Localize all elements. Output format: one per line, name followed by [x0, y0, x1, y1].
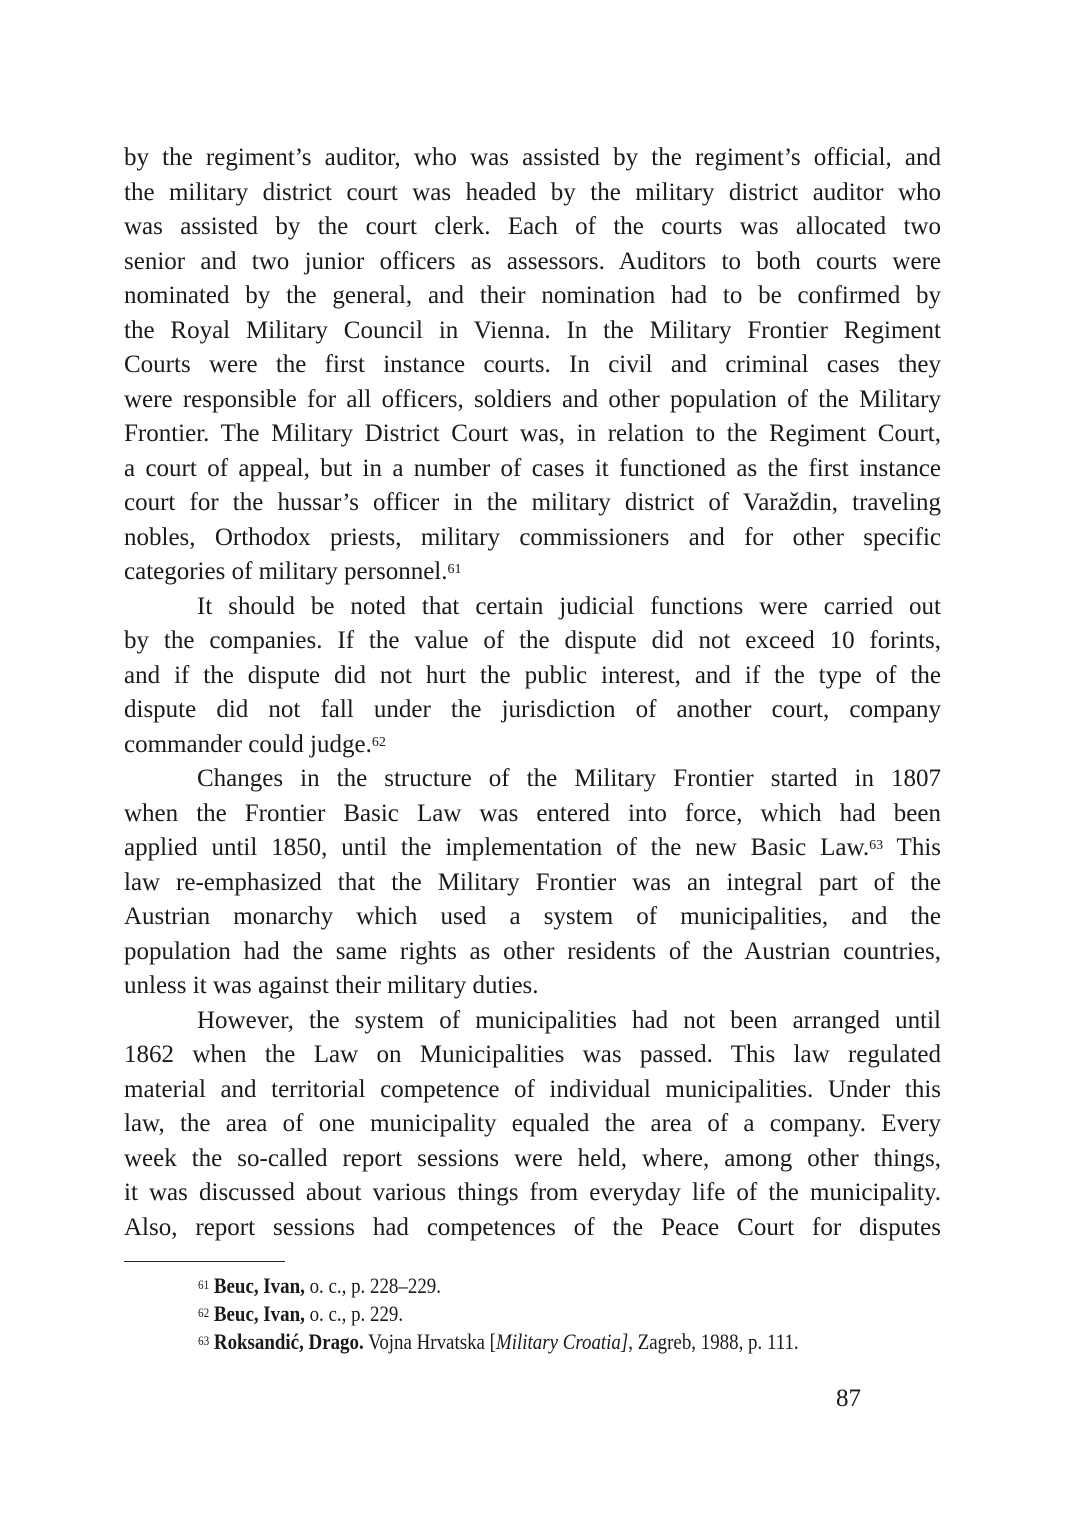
footnote-reference[interactable]: 62 [371, 734, 386, 750]
footnote-author: Roksandić, Drago. [213, 1329, 364, 1354]
line-text: the Royal Military Council in Vienna. In the Military Frontier Regiment [124, 316, 941, 344]
line-text: court for the hussar’s officer in the military district of Varaždin, traveling [124, 489, 941, 516]
line-text: categories of military personnel. [124, 558, 448, 585]
line-text: applied until 1850, until the implementation of the new Basic Law. [124, 834, 870, 861]
footnote-text: o. c., p. 229. [304, 1301, 404, 1326]
footnote-title-translation: Military Croatia] [495, 1329, 629, 1354]
line-text: nominated by the general, and their nomination had to be confirmed by [124, 282, 941, 309]
line-text: Austrian monarchy which used a system of municipalities, and the [124, 903, 941, 930]
text-line [124, 1107, 941, 1142]
text-line [124, 314, 941, 349]
line-text: and if the dispute did not hurt the public interest, and if the type of the [124, 661, 941, 689]
footnote-text: , Zagreb, 1988, p. 111. [628, 1329, 799, 1354]
text-line [124, 141, 941, 176]
text-line [124, 900, 941, 935]
text-line [124, 176, 941, 211]
text-line [124, 1073, 941, 1108]
paragraph [124, 762, 941, 1004]
footnote-reference[interactable]: 61 [447, 562, 462, 577]
line-text: population had the same rights as other residents of the Austrian countries, [124, 937, 941, 965]
text-line [124, 417, 941, 452]
footnote-number: 63 [198, 1333, 210, 1348]
text-line [124, 590, 941, 625]
footnotes [198, 1272, 896, 1356]
text-line [124, 348, 941, 383]
text-line [124, 383, 941, 418]
text-line [124, 1176, 941, 1211]
footnote-author: Beuc, Ivan, [213, 1301, 305, 1326]
paragraph [124, 1004, 941, 1246]
line-text: dispute did not fall under the jurisdiction of another court, company [124, 696, 941, 723]
text-line [124, 831, 941, 866]
text-line [124, 555, 941, 590]
footnote-61 [198, 1272, 799, 1300]
paragraph [124, 141, 941, 590]
line-text: when the Frontier Basic Law was entered into force, which had been [124, 799, 941, 827]
line-text: Changes in the structure of the Military Frontier started in 1807 [197, 765, 941, 792]
footnote-author: Beuc, Ivan, [213, 1273, 305, 1298]
footnote-text: o. c., p. 228–229. [304, 1273, 441, 1298]
text-line [124, 521, 941, 556]
line-text: law re-emphasized that the Military Frontier was an integral part of the [124, 868, 941, 896]
line-text: material and territorial competence of individual municipalities. Under this [124, 1075, 941, 1103]
text-line [124, 1142, 941, 1177]
line-text: law, the area of one municipality equaled the area of a company. Every [124, 1110, 941, 1137]
text-line [124, 624, 941, 659]
line-text: a court of appeal, but in a number of cases it functioned as the first instance [124, 454, 941, 482]
line-text: by the regiment’s auditor, who was assisted by the regiment’s official, and [124, 144, 941, 171]
line-text: It should be noted that certain judicial functions were carried out [197, 592, 941, 620]
line-text: senior and two junior officers as assessors. Auditors to both courts were [124, 247, 941, 275]
line-text: was assisted by the court clerk. Each of the courts was allocated two [124, 213, 941, 240]
text-line [124, 797, 941, 832]
text-line [124, 693, 941, 728]
line-text: week the so-called report sessions were held, where, among other things, [124, 1144, 941, 1172]
line-text: nobles, Orthodox priests, military commissioners and for other specific [124, 523, 941, 551]
line-text: However, the system of municipalities had not been arranged until [197, 1006, 941, 1034]
line-text: This [883, 834, 941, 861]
line-text: by the companies. If the value of the dispute did not exceed 10 forints, [124, 627, 941, 654]
text-line [124, 969, 941, 1004]
line-text: commander could judge. [124, 730, 372, 758]
line-text: unless it was against their military duties. [124, 972, 539, 999]
text-line [124, 452, 941, 487]
line-text: the military district court was headed by the military district auditor who [124, 178, 941, 206]
text-line [124, 245, 941, 280]
text-line [124, 1004, 941, 1039]
page-number: 87 [836, 1385, 861, 1412]
text-line [124, 486, 941, 521]
text-line [124, 762, 941, 797]
body-text [124, 141, 941, 1245]
text-line [124, 210, 941, 245]
text-line [124, 279, 941, 314]
footnote-separator [124, 1261, 285, 1262]
footnote-62 [198, 1300, 799, 1328]
text-line [124, 728, 941, 763]
line-text: were responsible for all officers, soldiers and other population of the Military [124, 385, 941, 413]
line-text: Courts were the first instance courts. In civil and criminal cases they [124, 351, 941, 378]
text-line [124, 935, 941, 970]
paragraph [124, 590, 941, 763]
footnote-text: Vojna Hrvatska [ [363, 1329, 496, 1354]
line-text: it was discussed about various things from everyday life of the municipality. [124, 1179, 941, 1206]
text-line [124, 659, 941, 694]
line-text: Frontier. The Military District Court was, in relation to the Regiment Court, [124, 420, 941, 447]
footnote-reference[interactable]: 63 [869, 838, 884, 853]
text-line [124, 1038, 941, 1073]
line-text: 1862 when the Law on Municipalities was passed. This law regulated [124, 1041, 941, 1068]
line-text: Also, report sessions had competences of the Peace Court for disputes [124, 1213, 941, 1241]
text-line [124, 1211, 941, 1246]
footnote-number: 61 [198, 1277, 210, 1292]
footnote-63 [198, 1328, 799, 1356]
footnote-number: 62 [198, 1305, 210, 1320]
text-line [124, 866, 941, 901]
